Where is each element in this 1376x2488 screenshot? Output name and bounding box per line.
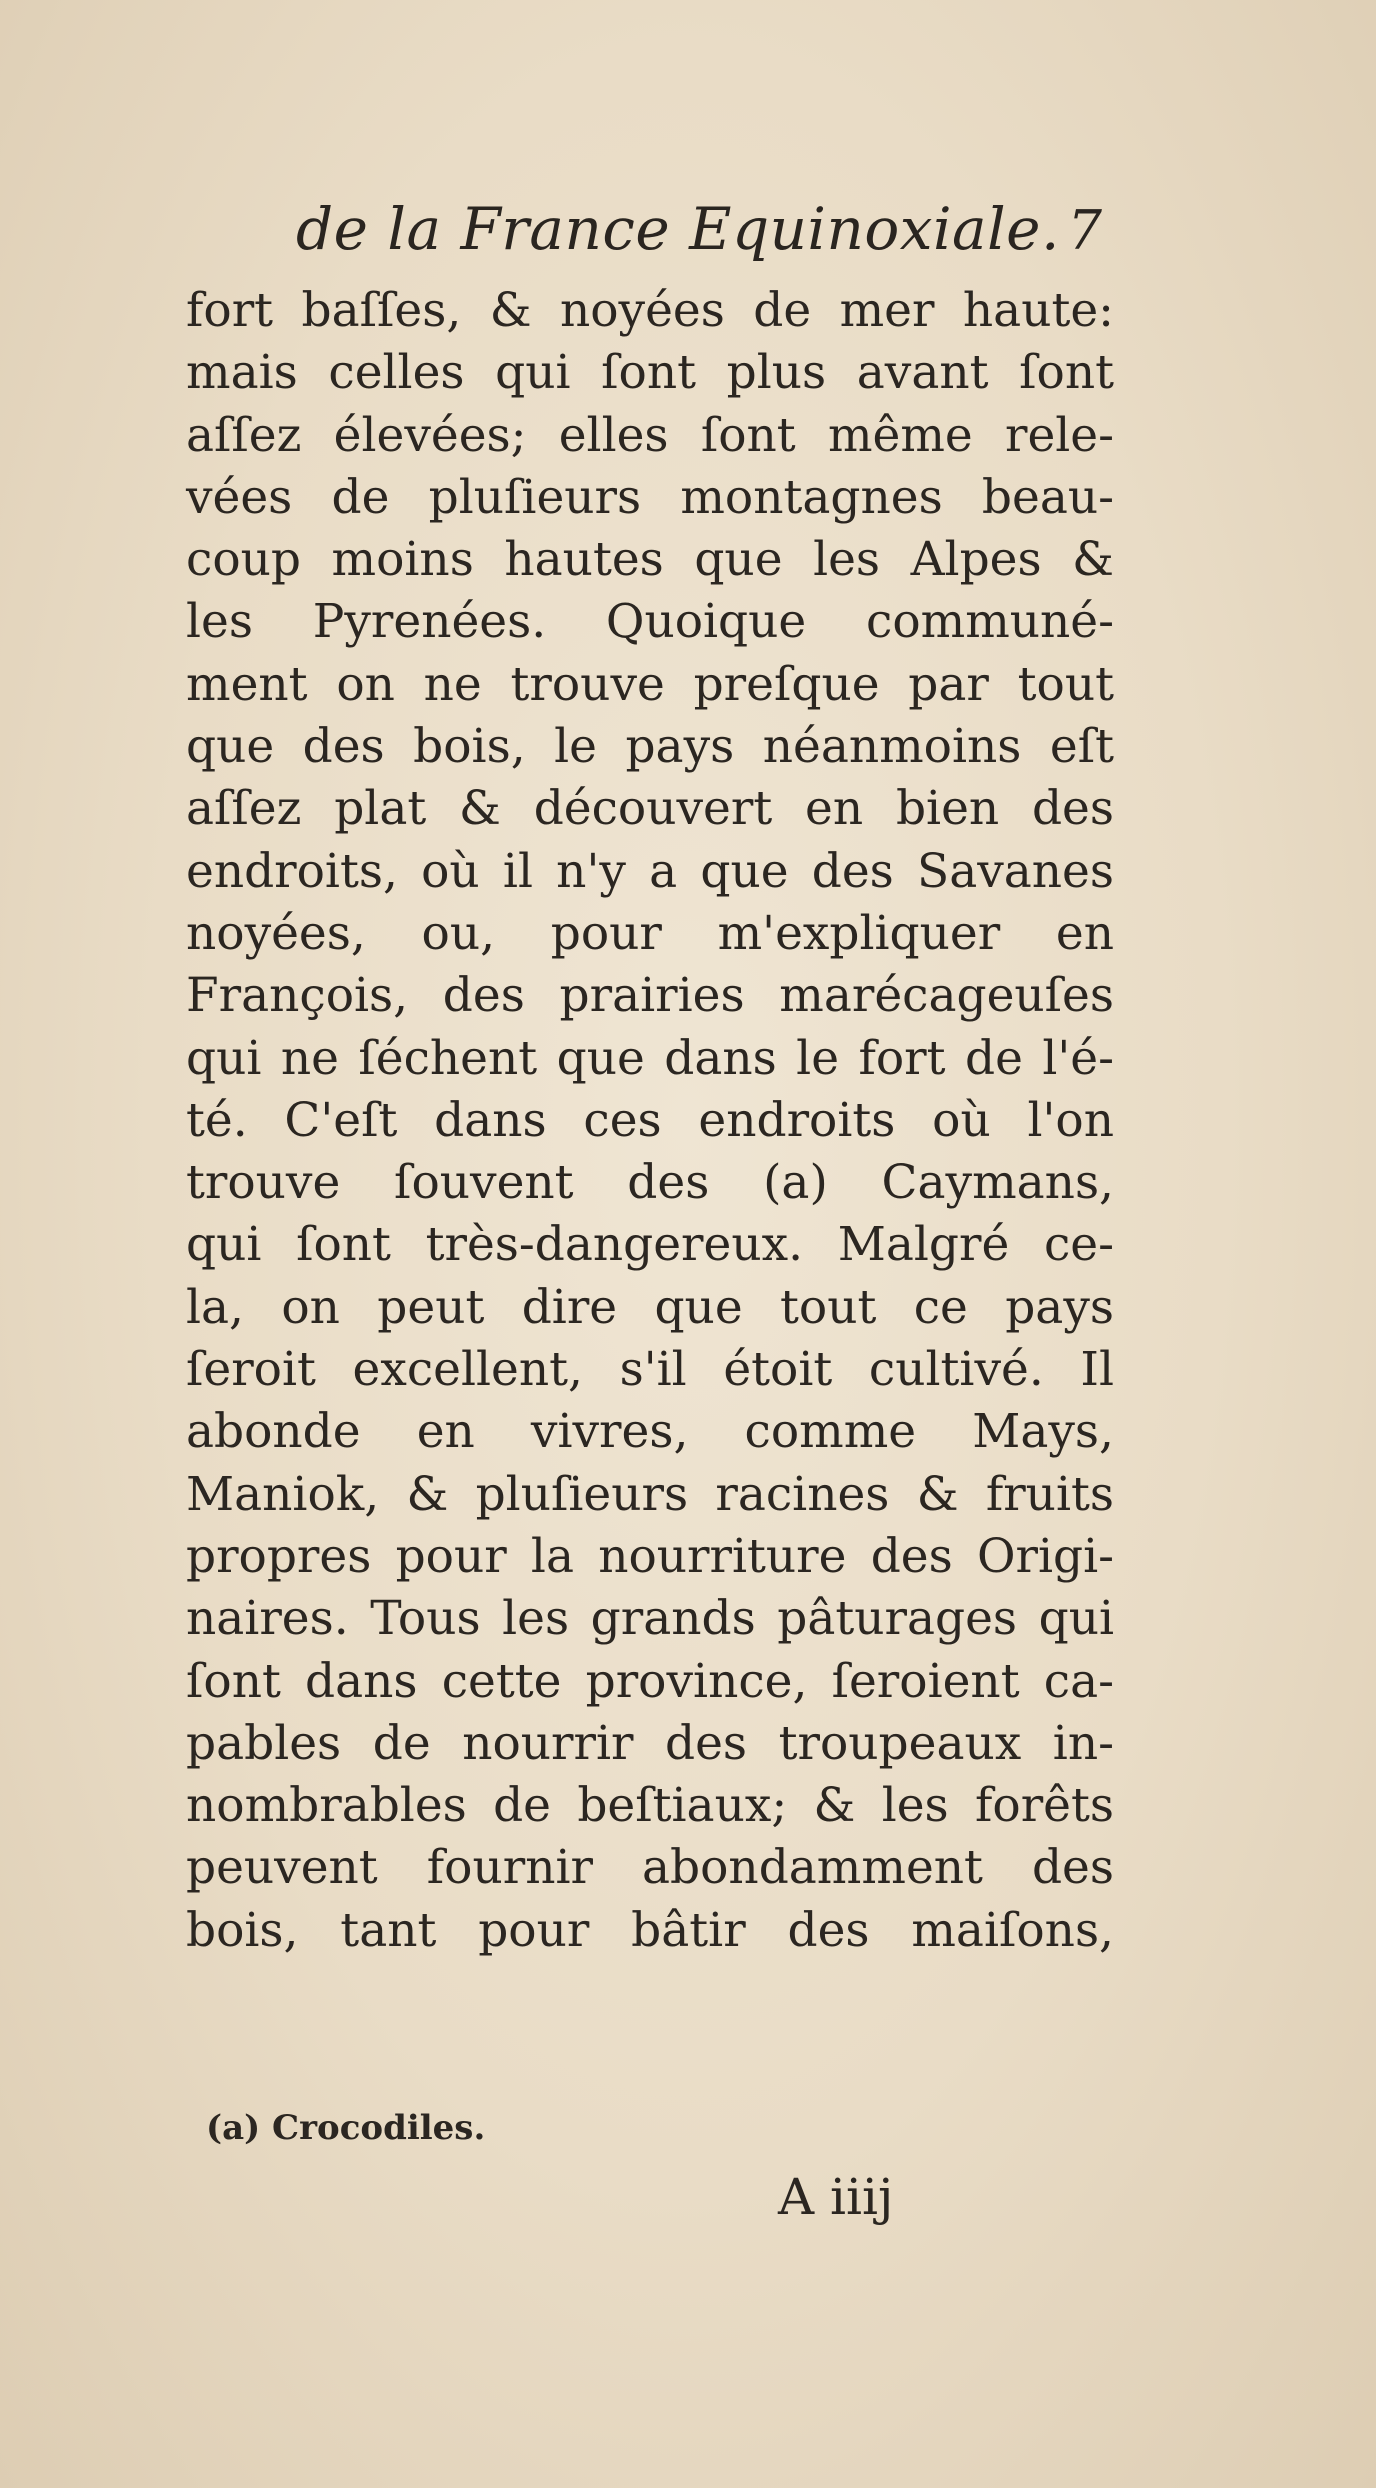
text-line: aſſez élevées; elles ſont même rele-: [186, 407, 1114, 463]
page-number: 7: [1067, 199, 1102, 262]
signature-mark: A iiij: [778, 2168, 894, 2226]
text-line: pables de nourrir des troupeaux in-: [186, 1715, 1114, 1771]
text-line: qui ne ſéchent que dans le fort de l'é-: [186, 1030, 1114, 1086]
text-line: peuvent fournir abondamment des: [186, 1840, 1114, 1896]
text-line: la, on peut dire que tout ce pays: [186, 1279, 1114, 1335]
text-line: té. C'eſt dans ces endroits où l'on: [186, 1092, 1114, 1148]
text-line: qui ſont très-dangereux. Malgré ce-: [186, 1217, 1114, 1273]
text-line: abonde en vivres, comme Mays,: [186, 1404, 1114, 1460]
text-line: ment on ne trouve preſque par tout: [186, 656, 1114, 712]
page-header: [296, 195, 1132, 285]
text-line: coup moins hautes que les Alpes &: [186, 532, 1114, 588]
text-line: nombrables de beſtiaux; & les forêts: [186, 1778, 1114, 1834]
running-title: de la France Equinoxiale.: [296, 195, 1060, 263]
text-line: naires. Tous les grands pâturages qui: [186, 1591, 1114, 1647]
text-line: bois, tant pour bâtir des maiſons,: [186, 1902, 1114, 1958]
text-line: ſeroit excellent, s'il étoit cultivé. Il: [186, 1342, 1114, 1398]
text-line: les Pyrenées. Quoique communé-: [186, 594, 1114, 650]
text-line: propres pour la nourriture des Origi-: [186, 1528, 1114, 1584]
footnote: (a) Crocodiles.: [206, 2108, 486, 2148]
text-line: François, des prairies marécageuſes: [186, 968, 1114, 1024]
text-line: Maniok, & pluſieurs racines & fruits: [186, 1466, 1114, 1522]
text-line: vées de pluſieurs montagnes beau-: [186, 469, 1114, 525]
text-line: endroits, où il n'y a que des Savanes: [186, 843, 1114, 899]
text-line: trouve ſouvent des (a) Caymans,: [186, 1155, 1114, 1211]
text-line: noyées, ou, pour m'expliquer en: [186, 905, 1114, 961]
text-line: aſſez plat & découvert en bien des: [186, 781, 1114, 837]
text-line: ſont dans cette province, ſeroient ca-: [186, 1653, 1114, 1709]
text-line: que des bois, le pays néanmoins eſt: [186, 719, 1114, 775]
text-line: mais celles qui ſont plus avant ſont: [186, 345, 1114, 401]
text-line: fort baſſes, & noyées de mer haute:: [186, 283, 1114, 338]
body-text: [186, 280, 1114, 1962]
